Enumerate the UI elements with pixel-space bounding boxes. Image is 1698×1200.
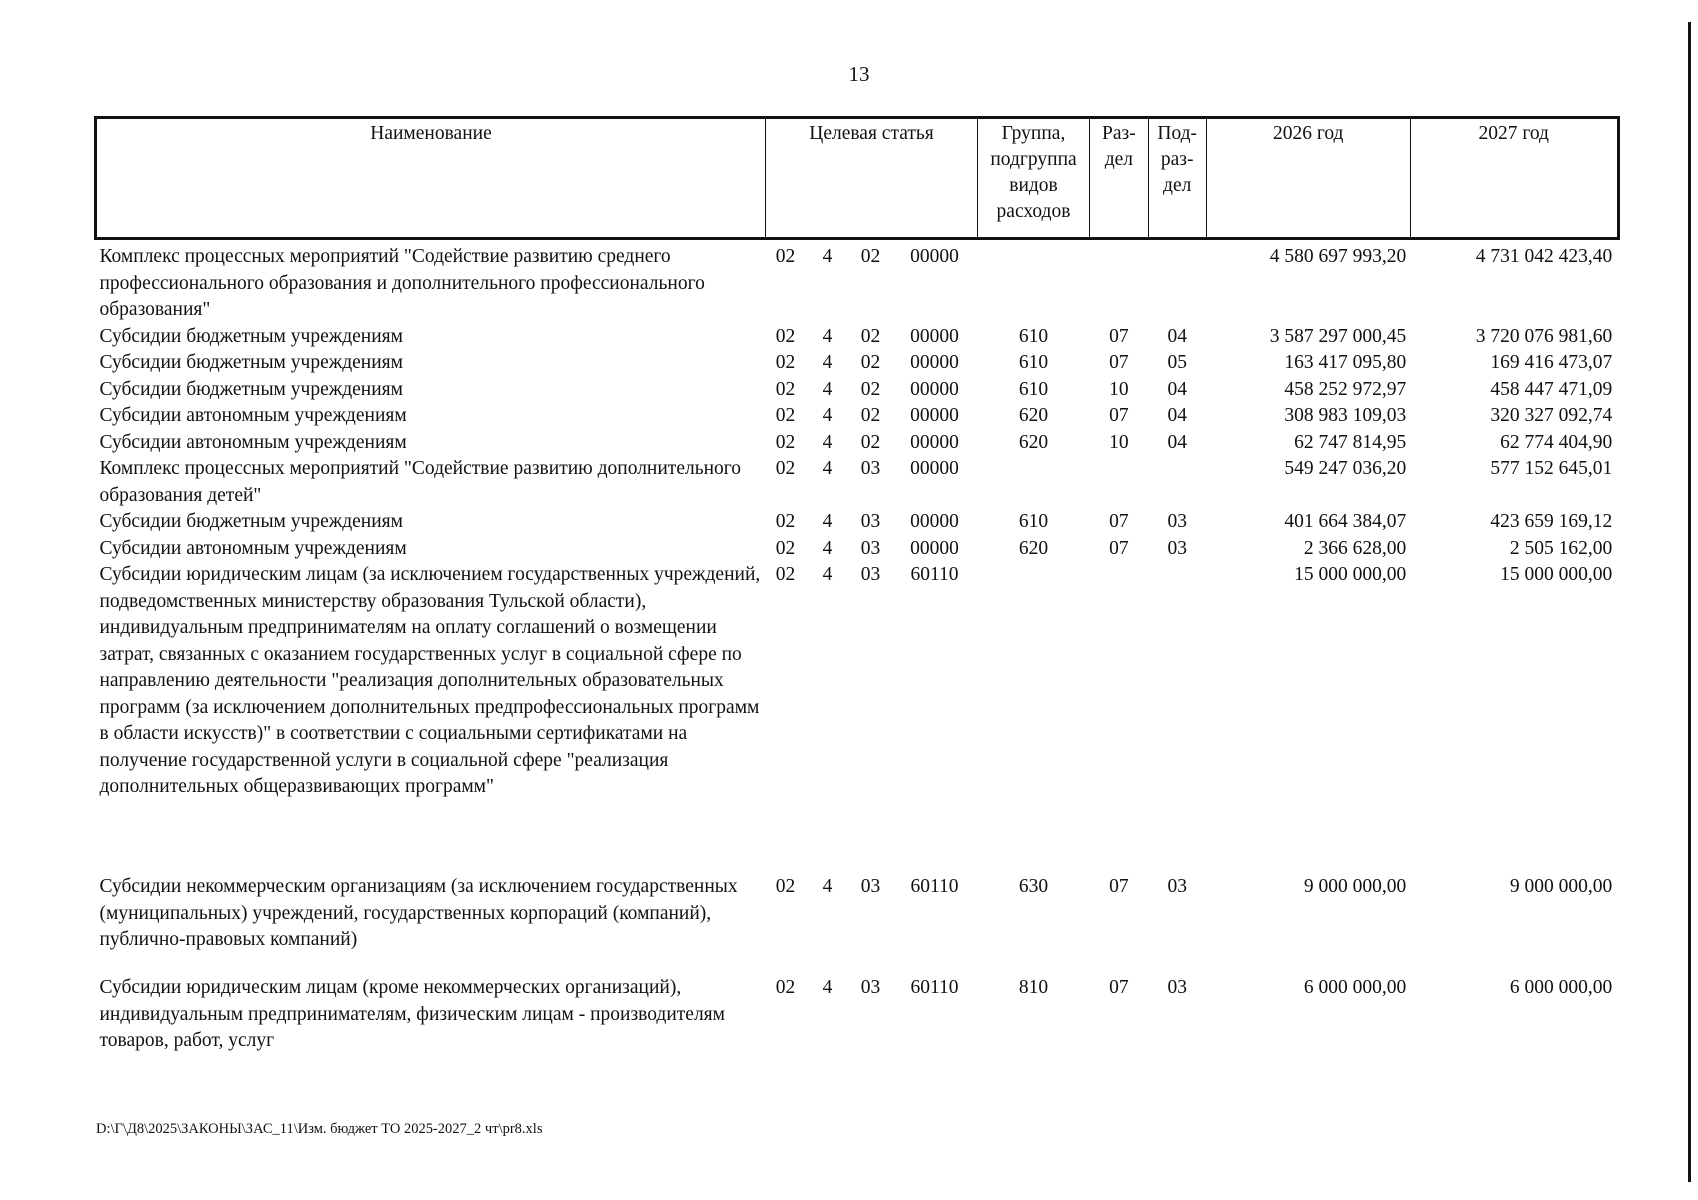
target-code-2: 4 (822, 246, 833, 267)
table-row (96, 350, 1619, 377)
target-code-1: 02 (775, 431, 796, 453)
amount-2027: 577 152 645,01 (1490, 458, 1613, 479)
target-code-3: 02 (860, 246, 881, 267)
header-year-2027: 2027 год (1410, 118, 1618, 239)
target-code-1: 02 (775, 977, 796, 998)
row-name: Субсидии автономным учреждениям (99, 431, 407, 453)
subsection: 03 (1167, 537, 1187, 559)
amount-2026: 4 580 697 993,20 (1269, 246, 1407, 267)
amount-2026: 308 983 109,03 (1284, 405, 1407, 426)
header-name: Наименование (96, 118, 766, 239)
amount-2027: 6 000 000,00 (1509, 977, 1613, 998)
target-code-2: 4 (822, 431, 833, 453)
expense-group: 620 (1018, 405, 1049, 426)
subsection: 04 (1167, 378, 1187, 400)
section (1090, 239, 1149, 324)
target-code-4: 60110 (910, 876, 959, 897)
section: 07 (1109, 325, 1129, 347)
row-name: Субсидии бюджетным учреждениям (99, 378, 403, 400)
amount-2027: 2 505 162,00 (1509, 537, 1613, 559)
amount-2026: 549 247 036,20 (1284, 458, 1407, 479)
section (1090, 562, 1149, 874)
expense-group: 610 (1018, 378, 1049, 400)
header-row (96, 118, 1619, 239)
subsection: 03 (1167, 511, 1187, 532)
header-year-2026: 2026 год (1206, 118, 1410, 239)
section: 10 (1109, 378, 1129, 400)
target-code-4: 00000 (910, 511, 959, 532)
target-code-2: 4 (822, 876, 833, 897)
subsection (1148, 456, 1206, 509)
table-row (96, 456, 1619, 509)
subsection (1148, 239, 1206, 324)
target-code-4: 60110 (910, 977, 959, 998)
target-code-2: 4 (822, 352, 833, 373)
amount-2027: 169 416 473,07 (1490, 352, 1613, 373)
subsection: 04 (1167, 431, 1187, 453)
table-row (96, 562, 1619, 874)
amount-2027: 458 447 471,09 (1490, 378, 1613, 400)
target-code-3: 03 (860, 564, 881, 585)
header-expense-group: Группа, подгруппа видов расходов (978, 118, 1090, 239)
section: 07 (1109, 405, 1129, 426)
target-code-3: 02 (860, 378, 881, 400)
target-code-1: 02 (775, 511, 796, 532)
footer-file-path: D:\Г\Д8\2025\ЗАКОНЫ\ЗАС_11\Изм. бюджет ТО 2025-2027_2 чт\pr8.xls (96, 1121, 543, 1137)
table-row (96, 239, 1619, 324)
target-code-3: 02 (860, 405, 881, 426)
target-code-3: 03 (860, 977, 881, 998)
target-code-1: 02 (775, 458, 796, 479)
header-subsection: Под-раз-дел (1148, 118, 1206, 239)
target-code-1: 02 (775, 537, 796, 559)
row-name: Комплекс процессных мероприятий "Содействие развитию среднего профессионального образования и дополнительного профессионального образования" (99, 246, 705, 320)
section: 07 (1109, 352, 1129, 373)
target-code-4: 00000 (910, 378, 959, 400)
amount-2026: 458 252 972,97 (1284, 378, 1407, 400)
subsection: 03 (1167, 876, 1187, 897)
header-target-article: Целевая статья (766, 118, 978, 239)
target-code-1: 02 (775, 564, 796, 585)
target-code-2: 4 (822, 564, 833, 585)
row-name: Субсидии автономным учреждениям (99, 537, 407, 559)
target-code-3: 03 (860, 458, 881, 479)
target-code-4: 00000 (910, 431, 959, 453)
row-name: Субсидии юридическим лицам (за исключением государственных учреждений, подведомственных министерству образования Тульской области), индивидуальным предпринимателям на оплату соглашений о возмещении затрат, связанных с оказанием государственных услуг в социальной сфере по направлению деятельности "реализация дополнительных образовательных программ (за исключением дополнительных предпрофессиональных программ в области искусств)" в соответствии с социальными сертификатами на получение государственной услуги в социальной сфере "реализация дополнительных общеразвивающих программ" (99, 564, 761, 797)
target-code-2: 4 (822, 977, 833, 998)
expense-group (978, 456, 1090, 509)
row-name: Субсидии автономным учреждениям (99, 405, 407, 426)
section: 07 (1109, 537, 1129, 559)
target-code-3: 03 (860, 511, 881, 532)
target-code-4: 00000 (910, 537, 959, 559)
amount-2026: 3 587 297 000,45 (1269, 325, 1407, 347)
amount-2027: 4 731 042 423,40 (1475, 246, 1613, 267)
row-name: Субсидии бюджетным учреждениям (99, 325, 403, 347)
target-code-3: 02 (860, 431, 881, 453)
row-name: Субсидии бюджетным учреждениям (99, 511, 403, 532)
section: 07 (1109, 876, 1129, 897)
target-code-1: 02 (775, 246, 796, 267)
subsection (1148, 562, 1206, 874)
row-name: Комплекс процессных мероприятий "Содействие развитию дополнительного образования детей" (99, 458, 742, 506)
subsection: 05 (1167, 352, 1187, 373)
row-name: Субсидии некоммерческим организациям (за исключением государственных (муниципальных) учреждений, государственных корпораций (компаний), публично-правовых компаний) (99, 876, 738, 950)
amount-2026: 2 366 628,00 (1303, 537, 1407, 559)
expense-group: 620 (1018, 537, 1049, 559)
target-code-1: 02 (775, 876, 796, 897)
table-row (96, 975, 1619, 1073)
table-row (96, 536, 1619, 563)
amount-2026: 401 664 384,07 (1284, 511, 1407, 532)
amount-2026: 15 000 000,00 (1294, 564, 1407, 585)
amount-2027: 15 000 000,00 (1500, 564, 1613, 585)
amount-2026: 163 417 095,80 (1284, 352, 1407, 373)
amount-2026: 62 747 814,95 (1294, 431, 1407, 453)
target-code-2: 4 (822, 458, 833, 479)
target-code-4: 00000 (910, 458, 959, 479)
expense-group: 630 (1018, 876, 1049, 897)
expense-group: 610 (1018, 325, 1049, 347)
target-code-1: 02 (775, 405, 796, 426)
target-code-2: 4 (822, 325, 833, 347)
expense-group: 610 (1018, 511, 1049, 532)
section: 10 (1109, 431, 1129, 453)
row-name: Субсидии юридическим лицам (кроме некоммерческих организаций), индивидуальным предпринимателям, физическим лицам - производителям товаров, работ, услуг (99, 977, 725, 1051)
subsection: 03 (1167, 977, 1187, 998)
target-code-4: 00000 (910, 405, 959, 426)
target-code-1: 02 (775, 325, 796, 347)
amount-2026: 9 000 000,00 (1303, 876, 1407, 897)
table-row (96, 403, 1619, 430)
target-code-4: 00000 (910, 352, 959, 373)
section (1090, 456, 1149, 509)
target-code-2: 4 (822, 378, 833, 400)
row-name: Субсидии бюджетным учреждениям (99, 352, 403, 373)
budget-table (94, 116, 1620, 1073)
amount-2026: 6 000 000,00 (1303, 977, 1407, 998)
amount-2027: 62 774 404,90 (1500, 431, 1613, 453)
page-number: 13 (848, 62, 870, 86)
amount-2027: 423 659 169,12 (1490, 511, 1613, 532)
expense-group: 610 (1018, 352, 1049, 373)
expense-group: 810 (1018, 977, 1049, 998)
target-code-1: 02 (775, 352, 796, 373)
amount-2027: 3 720 076 981,60 (1475, 325, 1613, 347)
table-row (96, 430, 1619, 457)
target-code-4: 00000 (910, 246, 959, 267)
target-code-4: 60110 (910, 564, 959, 585)
expense-group (978, 239, 1090, 324)
header-section: Раз-дел (1090, 118, 1149, 239)
section: 07 (1109, 977, 1129, 998)
expense-group (978, 562, 1090, 874)
target-code-3: 03 (860, 537, 881, 559)
target-code-3: 03 (860, 876, 881, 897)
page-edge-line (1688, 22, 1691, 1182)
table-row (96, 509, 1619, 536)
subsection: 04 (1167, 325, 1187, 347)
target-code-3: 02 (860, 325, 881, 347)
subsection: 04 (1167, 405, 1187, 426)
target-code-1: 02 (775, 378, 796, 400)
amount-2027: 320 327 092,74 (1490, 405, 1613, 426)
expense-group: 620 (1018, 431, 1049, 453)
target-code-3: 02 (860, 352, 881, 373)
target-code-2: 4 (822, 511, 833, 532)
target-code-2: 4 (822, 537, 833, 559)
table-row (96, 377, 1619, 404)
amount-2027: 9 000 000,00 (1509, 876, 1613, 897)
section: 07 (1109, 511, 1129, 532)
table-row (96, 324, 1619, 351)
target-code-2: 4 (822, 405, 833, 426)
table-row (96, 874, 1619, 975)
target-code-4: 00000 (910, 325, 959, 347)
